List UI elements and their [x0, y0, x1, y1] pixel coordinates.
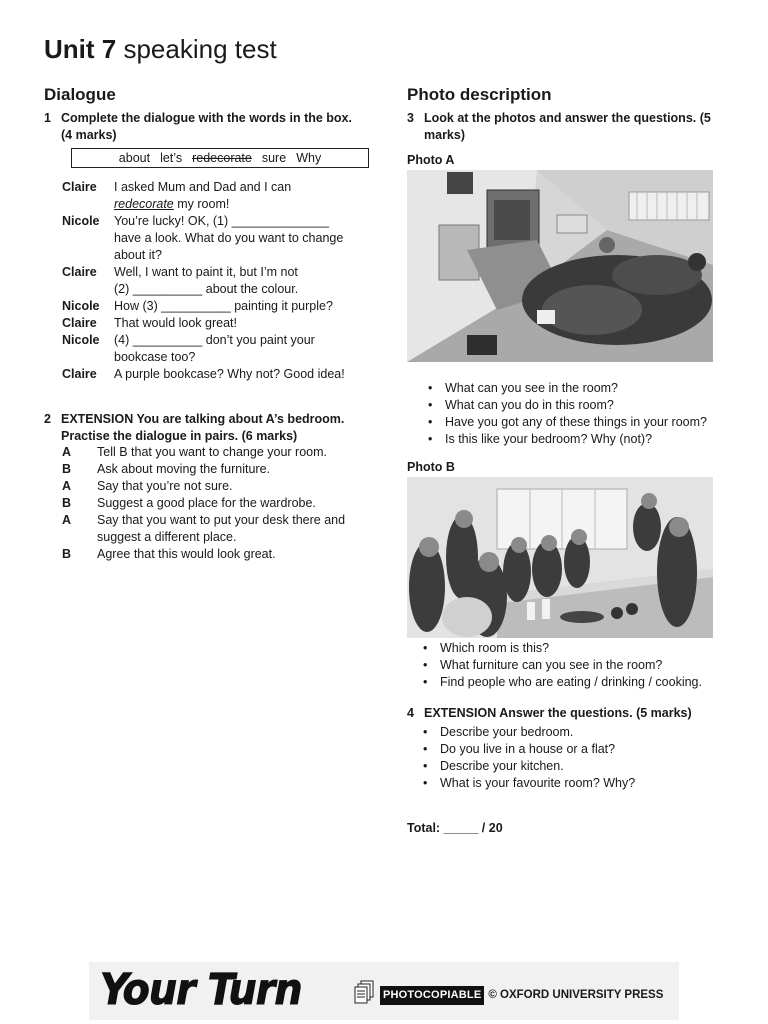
example-answer: redecorate [114, 197, 174, 211]
dialogue-line [62, 264, 362, 298]
question-bullet: • Which room is this? [422, 640, 727, 657]
task-row [62, 512, 362, 529]
task-text: Suggest a good place for the wardrobe. [97, 496, 316, 510]
total-score: Total: _____ / 20 [407, 821, 503, 835]
photo-a-label: Photo A [407, 153, 455, 167]
box-word: about [118, 150, 151, 165]
task-text: Agree that this would look great. [97, 547, 276, 561]
role-letter: B [62, 496, 72, 510]
task-row [62, 495, 362, 512]
question-number: 3 [407, 111, 414, 125]
photo-a-questions [427, 380, 727, 448]
photo-description-heading: Photo description [407, 85, 552, 104]
task-text: Ask about moving the furniture. [97, 462, 271, 476]
task-text: Say that you want to put your desk there and [97, 513, 346, 527]
question-3 [407, 110, 727, 144]
dialogue-line [62, 298, 362, 315]
question-bullet: • Is this like your bedroom? Why (not)? [427, 431, 727, 448]
question-bullet: • Find people who are eating / drinking / cooking. [422, 674, 727, 691]
unit-subtitle: speaking test [123, 34, 277, 64]
page-title [44, 33, 277, 65]
dialogue-line [62, 315, 362, 332]
box-word: Why [296, 150, 322, 165]
unit-number: Unit 7 [44, 34, 117, 64]
dialogue-line [62, 179, 362, 213]
dialogue-line [62, 213, 362, 264]
photo-a-bedroom [407, 170, 713, 362]
question-4 [407, 705, 727, 722]
dialogue-lines [62, 179, 362, 383]
question-bullet: • Describe your kitchen. [422, 758, 722, 775]
speaker-name: Nicole [62, 333, 100, 347]
speaker-name: Claire [62, 265, 97, 279]
line-text: A purple bookcase? Why not? Good idea! [114, 367, 345, 381]
task-text: Tell B that you want to change your room. [97, 445, 327, 459]
speaker-name: Claire [62, 180, 97, 194]
publisher-copyright: © OXFORD UNIVERSITY PRESS [488, 988, 664, 1001]
photo-b-kitchen [407, 477, 713, 638]
task-row [62, 478, 362, 495]
task-text: Say that you’re not sure. [97, 479, 233, 493]
copyright-row [354, 980, 663, 1010]
photocopy-icon [354, 980, 376, 1010]
question-1 [44, 110, 364, 144]
role-letter: A [62, 479, 72, 493]
question-2 [44, 411, 364, 445]
speaker-name: Nicole [62, 299, 100, 313]
question-bullet: • What can you see in the room? [427, 380, 727, 397]
question-bullet: • Describe your bedroom. [422, 724, 722, 741]
line-text: You’re lucky! OK, (1) ______________ have a look. What do you want to change about it? [114, 214, 344, 262]
dialogue-line [62, 366, 362, 383]
speaker-name: Claire [62, 316, 97, 330]
question-bullet: • What is your favourite room? Why? [422, 775, 722, 792]
photo-b-questions [422, 640, 727, 691]
speaker-name: Nicole [62, 214, 100, 228]
line-text: (4) __________ don’t you paint your bookcase too? [114, 333, 315, 364]
line-text: I asked Mum and Dad and I can redecorate my room! [114, 180, 292, 211]
dialogue-line [62, 332, 362, 366]
role-letter: A [62, 445, 72, 459]
q4-questions [422, 724, 722, 792]
your-turn-logo: Your Turn [100, 965, 302, 1015]
question-text: Look at the photos and answer the questions. (5 marks) [424, 111, 711, 142]
line-text: How (3) __________ painting it purple? [114, 299, 333, 313]
word-box [71, 148, 369, 168]
task-row [62, 529, 362, 546]
role-letter: A [62, 513, 72, 527]
task-text: suggest a different place. [97, 530, 237, 544]
kitchen-photo-image [407, 477, 713, 638]
bedroom-photo-image [407, 170, 713, 362]
box-word-crossed: redecorate [192, 150, 252, 165]
photocopiable-badge: PHOTOCOPIABLE [380, 986, 484, 1005]
question-text: EXTENSION You are talking about A’s bedroom. Practise the dialogue in pairs. (6 marks) [61, 412, 345, 443]
question-bullet: • What can you do in this room? [427, 397, 727, 414]
line-text: Well, I want to paint it, but I’m not (2) __________ about the colour. [114, 265, 299, 296]
question-text: Complete the dialogue with the words in the box. (4 marks) [61, 111, 352, 142]
question-number: 4 [407, 706, 414, 720]
question-number: 1 [44, 111, 51, 125]
line-text: That would look great! [114, 316, 237, 330]
dialogue-heading: Dialogue [44, 85, 116, 104]
box-word: let’s [160, 150, 183, 165]
question-number: 2 [44, 412, 51, 426]
question-bullet: • What furniture can you see in the room? [422, 657, 727, 674]
task-row [62, 444, 362, 461]
task-row [62, 461, 362, 478]
photo-b-label: Photo B [407, 460, 455, 474]
question-bullet: • Have you got any of these things in your room? [427, 414, 727, 431]
speaker-name: Claire [62, 367, 97, 381]
box-word: sure [261, 150, 287, 165]
question-bullet: • Do you live in a house or a flat? [422, 741, 722, 758]
question-text: EXTENSION Answer the questions. (5 marks) [424, 706, 692, 720]
role-letter: B [62, 462, 72, 476]
task-row [62, 546, 362, 563]
role-letter: B [62, 547, 72, 561]
role-tasks [62, 444, 362, 563]
